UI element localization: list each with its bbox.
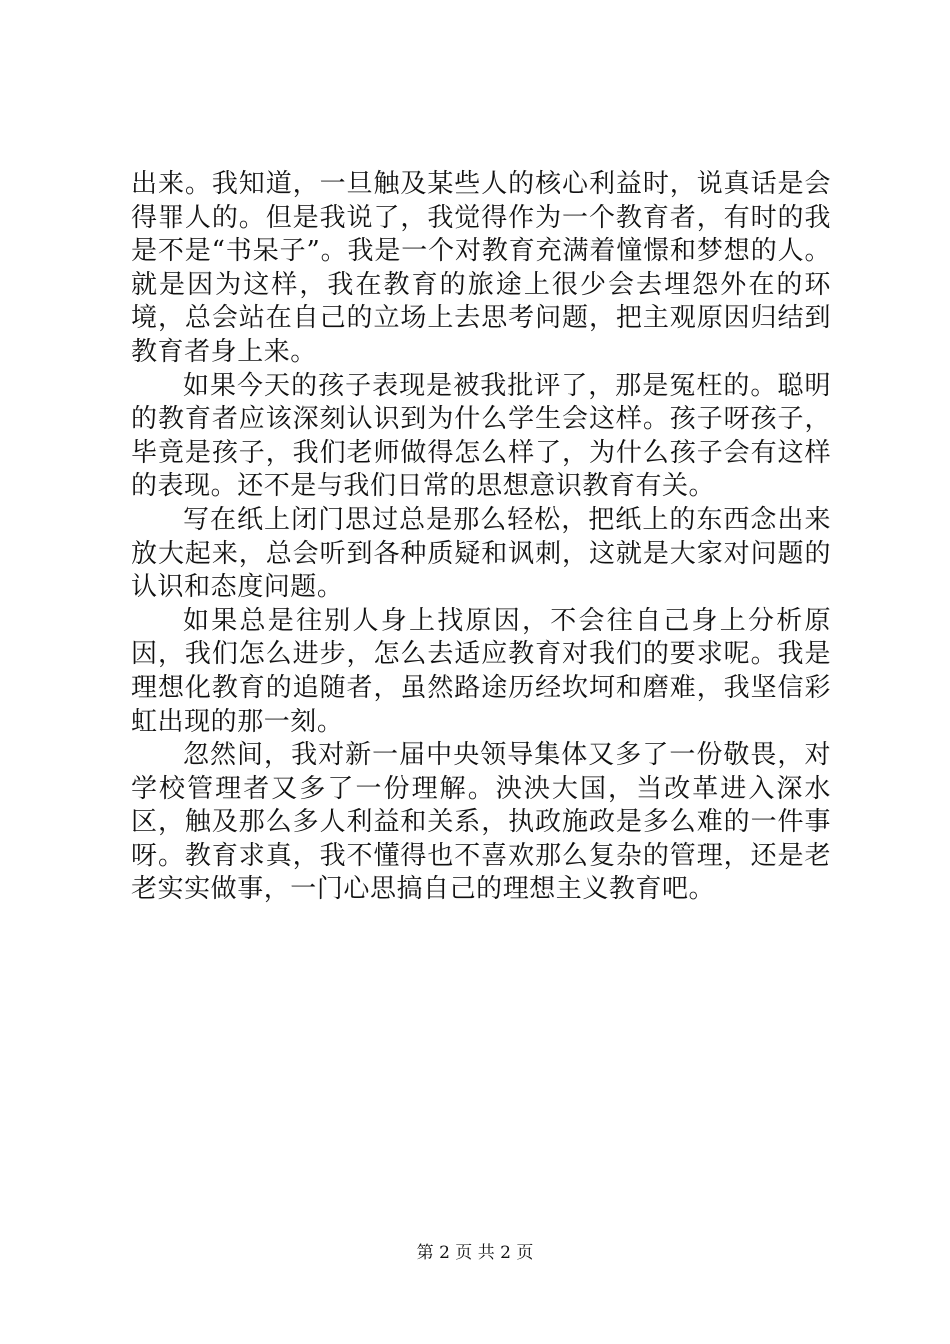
paragraph-3: 写在纸上闭门思过总是那么轻松，把纸上的东西念出来放大起来，总会听到各种质疑和讽刺，这就是大家对问题的认识和态度问题。: [131, 504, 831, 603]
paragraph-1: 出来。我知道，一旦触及某些人的核心利益时，说真话是会得罪人的。但是我说了，我觉得作为一个教育者，有时的我是不是“书呆子”。我是一个对教育充满着憧憬和梦想的人。就是因为这样，我在教育的旅途上很少会去埋怨外在的环境，总会站在自己的立场上去思考问题，把主观原因归结到教育者身上来。: [131, 169, 831, 367]
document-body: [131, 168, 831, 907]
paragraph-5: 忽然间，我对新一届中央领导集体又多了一份敬畏，对学校管理者又多了一份理解。泱泱大国，当改革进入深水区，触及那么多人利益和关系，执政施政是多么难的一件事呀。教育求真，我不懂得也不喜欢那么复杂的管理，还是老老实实做事，一门心思搞自己的理想主义教育吧。: [131, 740, 831, 905]
paragraph-2: 如果今天的孩子表现是被我批评了，那是冤枉的。聪明的教育者应该深刻认识到为什么学生会这样。孩子呀孩子，毕竟是孩子，我们老师做得怎么样了，为什么孩子会有这样的表现。还不是与我们日常的思想意识教育有关。: [131, 370, 831, 502]
paragraph-4: 如果总是往别人身上找原因，不会往自己身上分析原因，我们怎么进步，怎么去适应教育对我们的要求呢。我是理想化教育的追随者，虽然路途历经坎坷和磨难，我坚信彩虹出现的那一刻。: [131, 605, 831, 737]
page-number-footer: 第 2 页 共 2 页: [416, 1243, 534, 1263]
